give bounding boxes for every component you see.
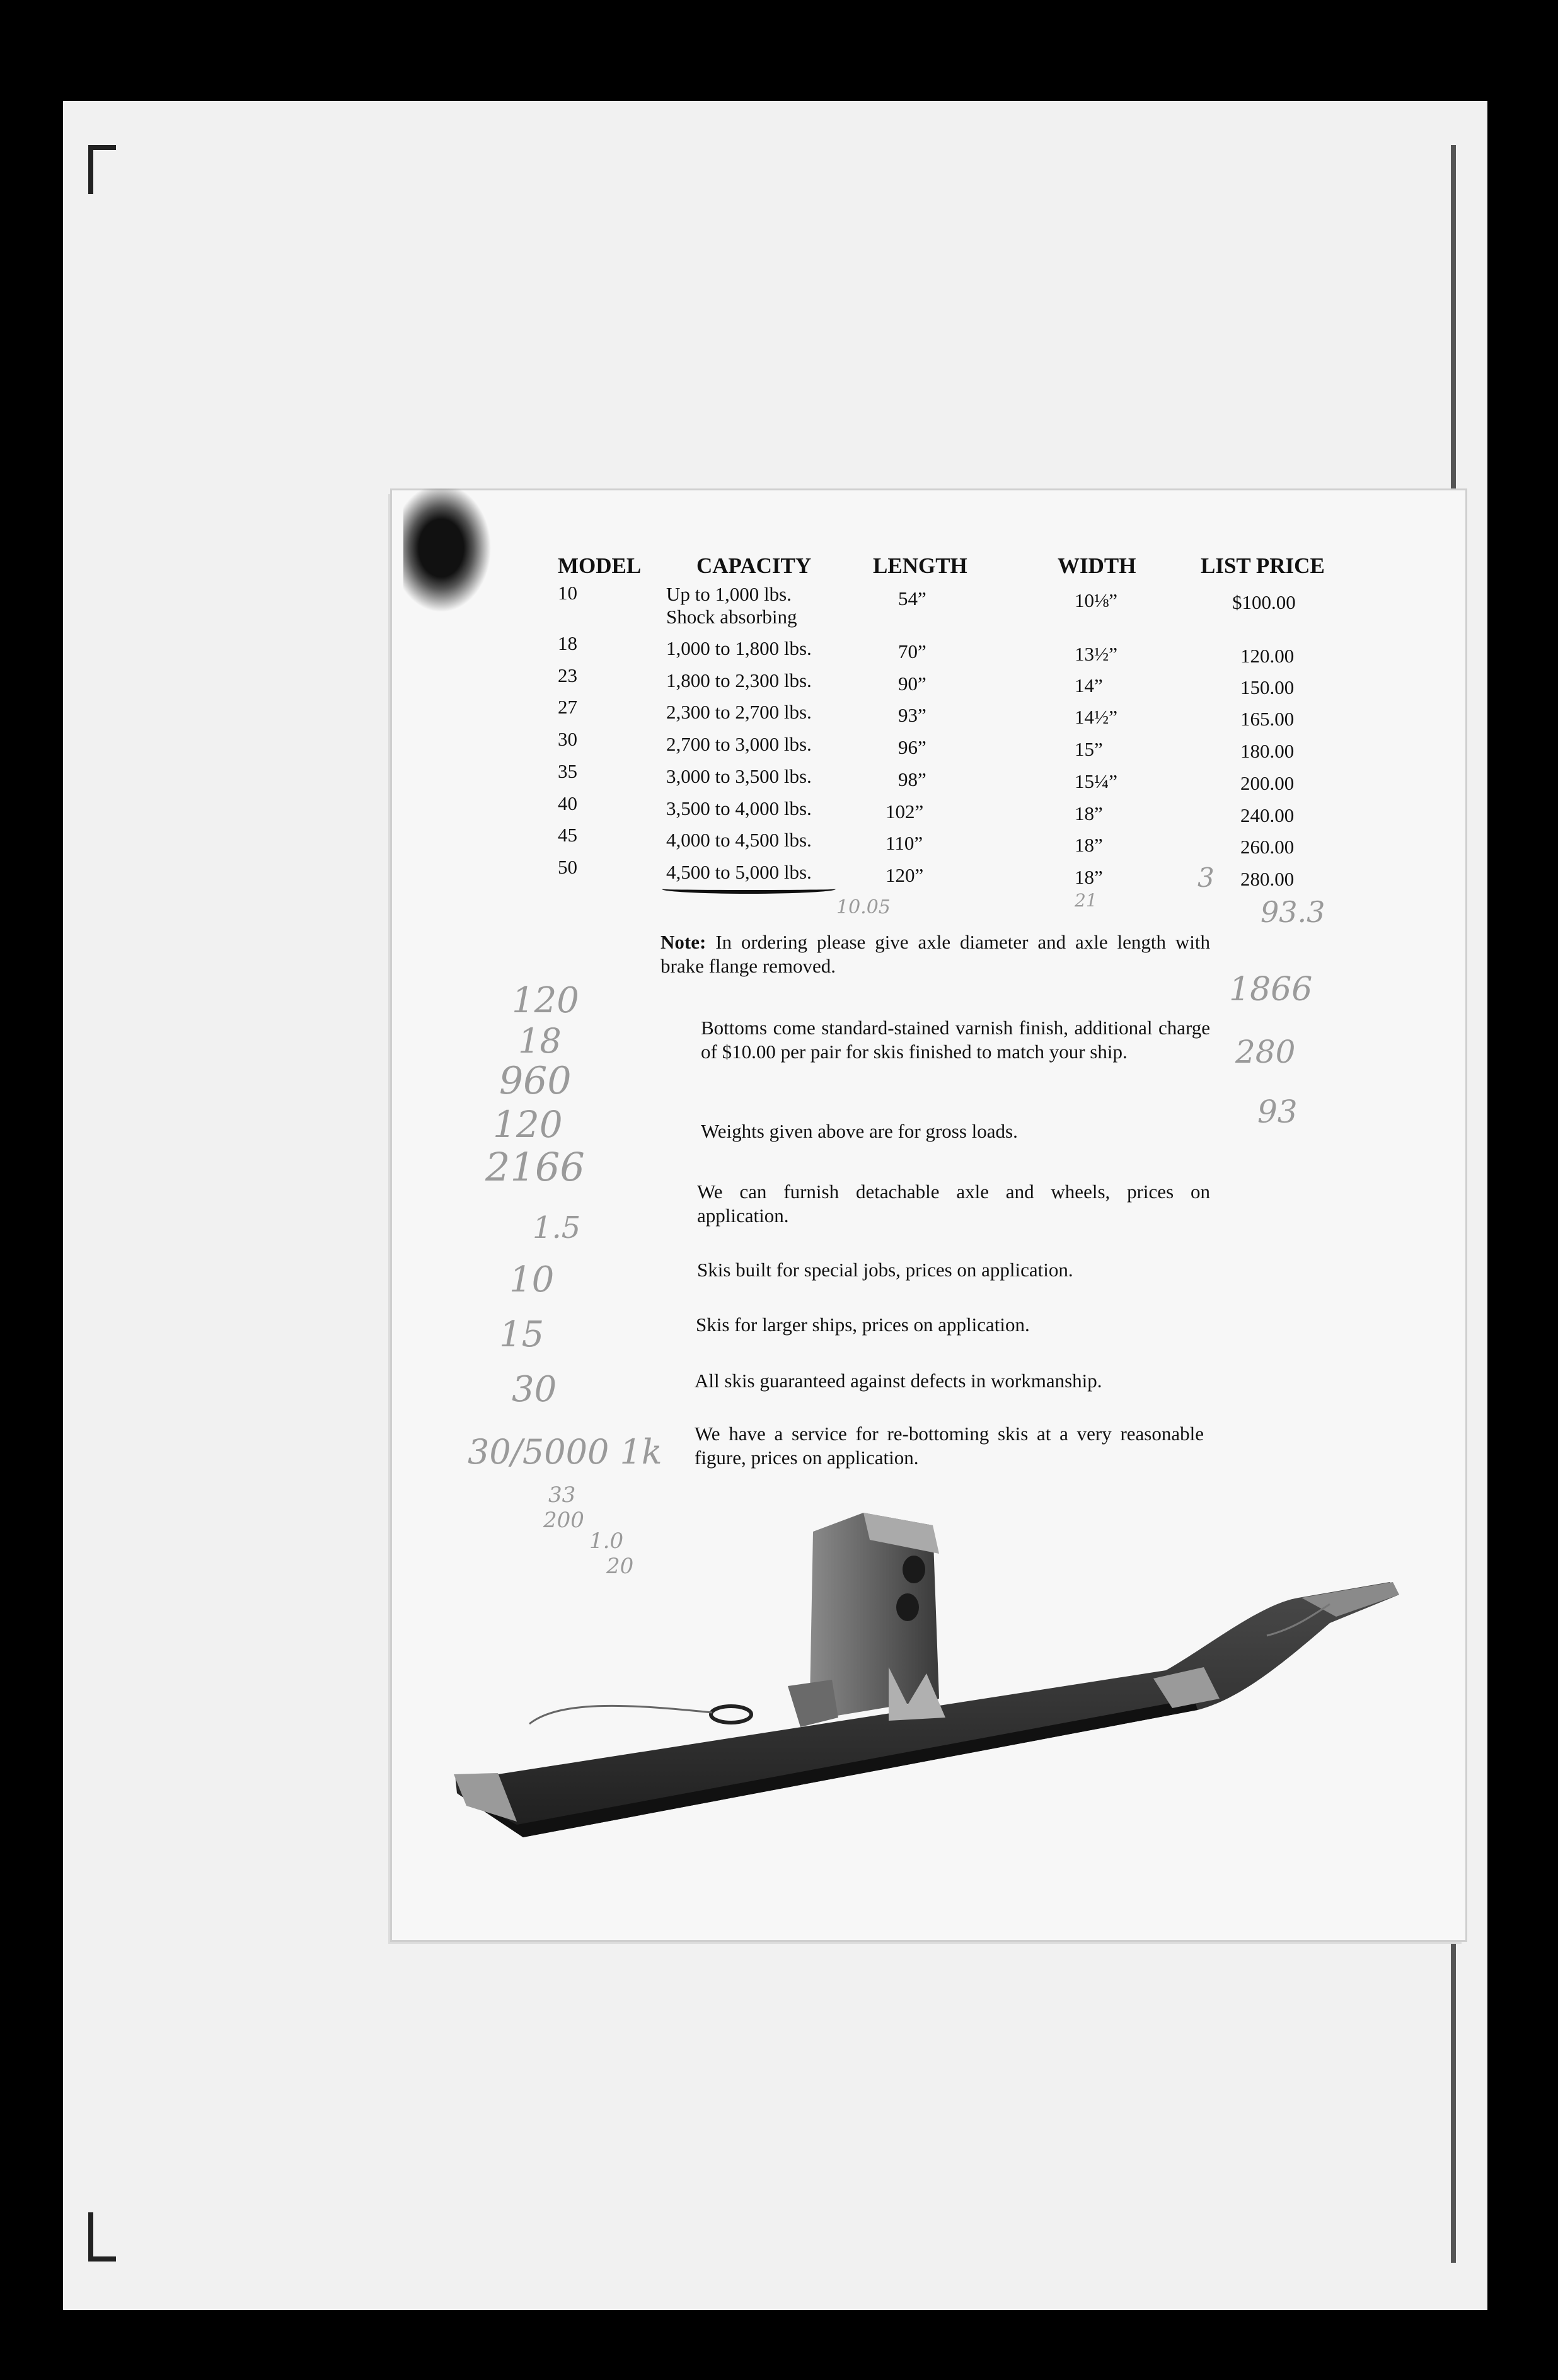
row-model: 45 [558,824,577,846]
note-item: We have a service for re-bottoming skis at a very reasonable figure, prices on application. [695,1423,1204,1469]
row-price: $100.00 [1232,591,1296,613]
pencil-note: 20 [606,1554,634,1579]
row-price: 150.00 [1240,676,1295,698]
row-capacity: 3,000 to 3,500 lbs. [666,765,812,787]
pencil-note: 960 [499,1059,572,1103]
row-width: 18” [1075,866,1103,888]
row-capacity: 2,700 to 3,000 lbs. [666,733,812,755]
row-length: 120” [886,864,924,886]
row-capacity-note: Shock absorbing [666,606,797,628]
row-model: 30 [558,728,577,750]
row-capacity: 1,000 to 1,800 lbs. [666,637,812,659]
note-item: Skis for larger ships, prices on application. [696,1314,1030,1336]
note-item: We can furnish detachable axle and wheels, prices on application. [697,1181,1210,1227]
row-model: 27 [558,696,577,718]
header-width: WIDTH [1058,553,1136,578]
row-capacity: 4,000 to 4,500 lbs. [666,829,812,851]
pencil-note: 1866 [1229,971,1313,1008]
row-capacity: 1,800 to 2,300 lbs. [666,669,812,691]
pencil-note: 33 [548,1482,576,1508]
row-price: 280.00 [1240,868,1295,890]
row-width: 14½” [1075,706,1118,728]
row-model: 18 [558,632,577,654]
pencil-note: 93.3 [1261,895,1325,929]
row-width: 18” [1075,834,1103,856]
row-length: 98” [898,768,926,790]
crop-mark-bottom-left [88,2212,116,2262]
pencil-note: 200 [543,1508,584,1533]
row-width: 10⅛” [1075,589,1118,611]
row-price: 120.00 [1240,645,1295,667]
row-price: 260.00 [1240,836,1295,858]
aircraft-ski-photo [447,1510,1405,1850]
row-length: 90” [898,673,926,695]
pencil-note: 3 [1197,862,1215,893]
row-capacity: 2,300 to 2,700 lbs. [666,701,812,723]
note-item: Bottoms come standard-stained varnish finish, additional charge of $10.00 per pair for skis finished to match your ship. [701,1017,1210,1063]
note-item: Weights given above are for gross loads. [701,1120,1018,1142]
pencil-note: 18 [518,1021,562,1061]
header-model: MODEL [558,553,642,578]
capacity-underline [662,884,836,894]
note-item: All skis guaranteed against defects in workmanship. [695,1370,1102,1392]
row-model: 40 [558,792,577,814]
pencil-note: 10 [509,1259,555,1300]
row-price: 240.00 [1240,804,1295,826]
row-capacity: 3,500 to 4,000 lbs. [666,797,812,819]
crop-mark-top-left [88,145,116,194]
row-width: 18” [1075,802,1103,824]
pencil-note: 93 [1257,1094,1298,1130]
row-price: 200.00 [1240,772,1295,794]
row-capacity: 4,500 to 5,000 lbs. [666,861,812,883]
note-ordering [661,930,1210,978]
row-length: 96” [898,736,926,758]
row-length: 93” [898,704,926,726]
pencil-note: 1.5 [533,1210,581,1245]
pencil-note: 280 [1235,1034,1296,1070]
pencil-note: 15 [499,1314,545,1355]
note-ordering-text: In ordering please give axle diameter and axle length with brake flange removed. [661,931,1211,977]
row-length: 102” [886,800,924,823]
row-width: 14” [1075,674,1103,696]
row-length: 70” [898,640,926,662]
pencil-note: 1.0 [589,1528,624,1554]
pencil-note: 21 [1075,890,1097,911]
pencil-note: 30/5000 1k [468,1432,662,1472]
row-length: 54” [898,587,926,609]
row-model: 10 [558,582,577,604]
row-width: 13½” [1075,643,1118,665]
row-width: 15” [1075,738,1103,760]
note-label: Note: [661,931,707,953]
pencil-note: 120 [512,980,579,1021]
pencil-note: 2166 [485,1144,585,1190]
row-capacity: Up to 1,000 lbs. [666,583,792,605]
row-price: 180.00 [1240,740,1295,762]
header-capacity: CAPACITY [696,553,812,578]
row-price: 165.00 [1240,708,1295,730]
row-model: 50 [558,856,577,878]
pencil-note: 30 [512,1369,557,1410]
pencil-note: 120 [493,1103,563,1146]
row-model: 35 [558,760,577,782]
header-list-price: LIST PRICE [1201,553,1325,578]
row-length: 110” [886,832,923,854]
row-width: 15¼” [1075,770,1118,792]
note-item: Skis built for special jobs, prices on application. [697,1259,1073,1281]
pencil-note: 10.05 [836,896,891,918]
header-length: LENGTH [873,553,967,578]
burn-mark [403,488,498,621]
row-model: 23 [558,664,577,686]
